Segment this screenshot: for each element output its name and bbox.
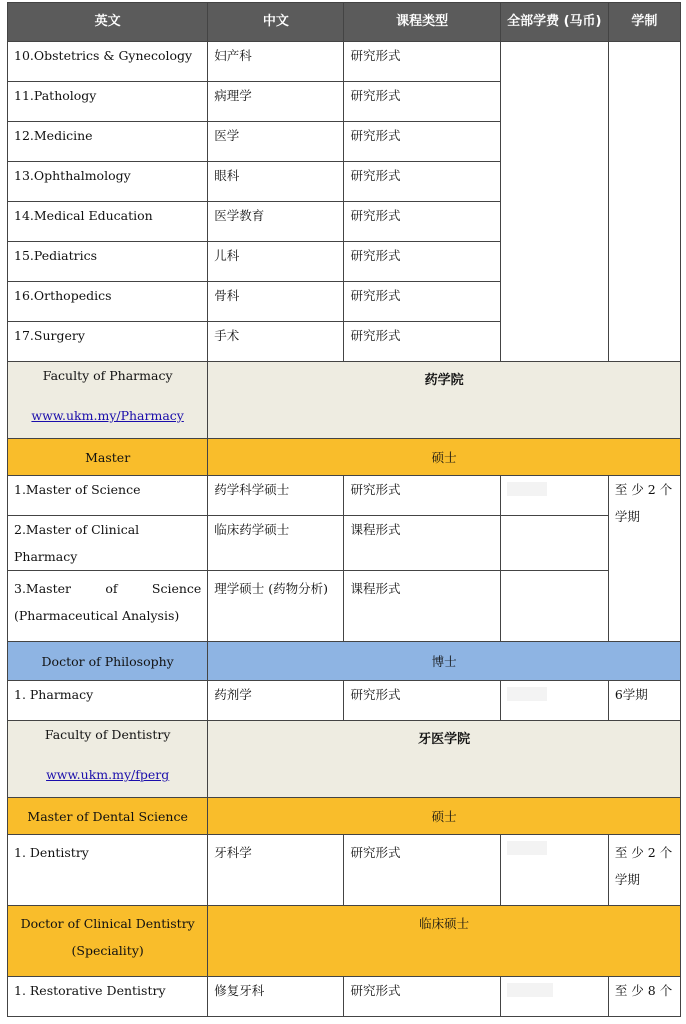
duration-line: 至 少 2 个 [614,845,673,860]
program-cn: 病理学 [208,82,344,122]
program-en: 13.Ophthalmology [8,162,208,202]
program-type: 研究形式 [344,322,500,362]
program-type: 研究形式 [344,82,500,122]
faculty-cn: 牙医学院 [418,732,471,747]
table-row [8,42,681,82]
level-row-clinical [8,906,681,977]
level-cn: 硕士 [208,798,681,835]
program-cn: 临床药学硕士 [208,516,344,571]
fee-cell [500,571,608,642]
program-type: 研究形式 [344,162,500,202]
program-cn: 眼科 [208,162,344,202]
table-row [8,681,681,721]
program-cn: 牙科学 [208,835,344,906]
table-row [8,977,681,1017]
faculty-name: Faculty of Pharmacy [42,368,173,383]
program-en: 1. Restorative Dentistry [8,977,208,1017]
program-type: 研究形式 [344,242,500,282]
program-table [7,2,681,1017]
level-row-phd [8,642,681,681]
level-en: Doctor of Philosophy [8,642,208,681]
program-cn: 手术 [208,322,344,362]
duration-line: 学期 [614,872,640,887]
program-cn: 药剂学 [208,681,344,721]
header-course-type: 课程类型 [344,3,500,42]
redacted-fee [507,841,547,855]
program-type: 研究形式 [344,122,500,162]
header-total-fee: 全部学费 (马币) [500,3,608,42]
fee-cell [500,476,608,516]
program-cn: 医学教育 [208,202,344,242]
header-english: 英文 [8,3,208,42]
duration-cell [608,476,680,642]
program-en: 16.Orthopedics [8,282,208,322]
faculty-cn-cell [208,362,681,439]
redacted-fee [507,687,547,701]
program-type: 研究形式 [344,835,500,906]
fee-cell [500,516,608,571]
level-en-cont: (Speciality) [71,943,144,958]
faculty-link[interactable]: www.ukm.my/Pharmacy [31,408,184,423]
program-en: 3.Master of Science [14,581,202,596]
level-en: Doctor of Clinical Dentistry [20,916,195,931]
faculty-name: Faculty of Dentistry [44,727,171,742]
program-type: 研究形式 [344,476,500,516]
level-en-cell [8,906,208,977]
table-row [8,571,681,642]
program-type: 研究形式 [344,42,500,82]
table-row [8,516,681,571]
level-row-master [8,798,681,835]
fee-cell [500,681,608,721]
program-en: 1. Pharmacy [8,681,208,721]
duration-line: 至 少 2 个 [614,482,673,497]
header-chinese: 中文 [208,3,344,42]
program-en: 17.Surgery [8,322,208,362]
program-en-cont: (Pharmaceutical Analysis) [14,608,180,623]
duration-cell [608,42,680,362]
program-cn: 儿科 [208,242,344,282]
program-cn: 医学 [208,122,344,162]
table-row [8,476,681,516]
program-cn: 妇产科 [208,42,344,82]
program-cn: 修复牙科 [208,977,344,1017]
program-en: 10.Obstetrics & Gynecology [8,42,208,82]
program-en: 15.Pediatrics [8,242,208,282]
faculty-cn: 药学院 [424,373,464,388]
level-cn: 硕士 [208,439,681,476]
duration: 至 少 8 个 [608,977,680,1017]
duration-line: 学期 [614,509,640,524]
table-row [8,835,681,906]
level-cn: 临床硕士 [208,906,681,977]
program-type: 研究形式 [344,282,500,322]
program-cn: 骨科 [208,282,344,322]
program-type: 研究形式 [344,977,500,1017]
program-type: 课程形式 [344,516,500,571]
faculty-row-pharmacy [8,362,681,439]
level-row-master [8,439,681,476]
fee-cell [500,42,608,362]
redacted-fee [507,983,553,997]
level-en: Master of Dental Science [8,798,208,835]
level-en: Master [8,439,208,476]
program-en-cell [8,571,208,642]
duration-cell [608,835,680,906]
program-type: 研究形式 [344,202,500,242]
program-cn: 理学硕士 (药物分析) [208,571,344,642]
program-en: 11.Pathology [8,82,208,122]
program-cn: 药学科学硕士 [208,476,344,516]
program-en: 12.Medicine [8,122,208,162]
header-duration: 学制 [608,3,680,42]
faculty-cn-cell [208,721,681,798]
duration: 6学期 [608,681,680,721]
table-header-row [8,3,681,42]
faculty-row-dentistry [8,721,681,798]
fee-cell [500,977,608,1017]
program-type: 研究形式 [344,681,500,721]
faculty-cell [8,721,208,798]
program-type: 课程形式 [344,571,500,642]
program-en: 1.Master of Science [8,476,208,516]
faculty-link[interactable]: www.ukm.my/fperg [46,767,170,782]
faculty-cell [8,362,208,439]
level-cn: 博士 [208,642,681,681]
program-en: 1. Dentistry [8,835,208,906]
redacted-fee [507,482,547,496]
fee-cell [500,835,608,906]
program-en: 14.Medical Education [8,202,208,242]
program-en: 2.Master of Clinical Pharmacy [8,516,208,571]
